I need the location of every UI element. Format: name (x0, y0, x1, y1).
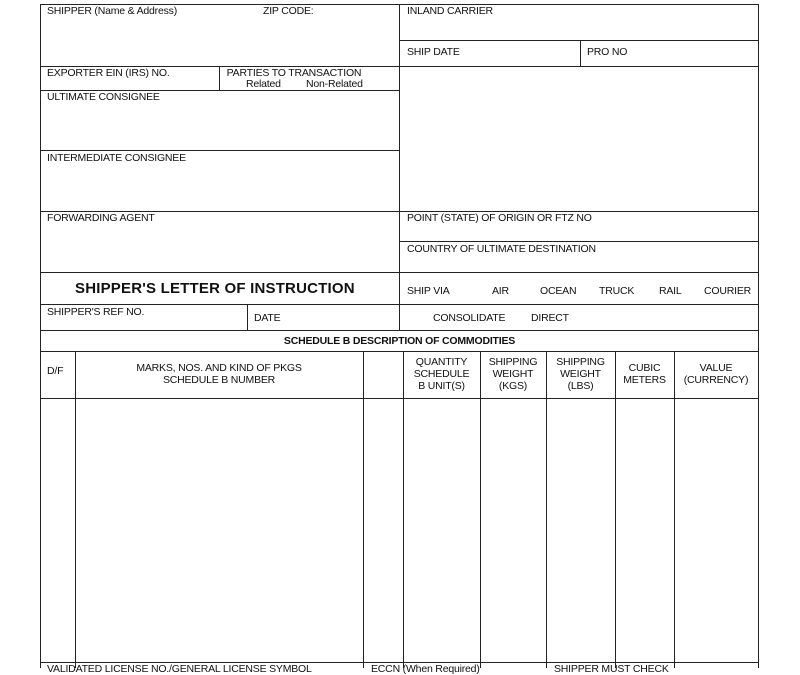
commodity-entry-area[interactable] (41, 399, 758, 661)
validated-license-label: VALIDATED LICENSE NO./GENERAL LICENSE SYMBOL (47, 663, 312, 675)
shipper-label: SHIPPER (Name & Address) (47, 5, 177, 17)
col-qty-header-line3: B UNIT(S) (418, 380, 465, 392)
eccn-label: ECCN (When Required) (371, 663, 480, 675)
col-kgs-header-line3: (KGS) (498, 380, 528, 392)
col-kgs-header-line2: WEIGHT (492, 368, 534, 380)
pro-no-label: PRO NO (587, 46, 628, 58)
ultimate-consignee-label: ULTIMATE CONSIGNEE (47, 91, 160, 103)
parties-to-transaction-label: PARTIES TO TRANSACTION (226, 67, 362, 79)
line-intermediate-top (40, 150, 400, 151)
form-title: SHIPPER'S LETTER OF INSTRUCTION (75, 280, 355, 297)
col-lbs-header-line3: (LBS) (567, 380, 594, 392)
consolidate-option[interactable]: CONSOLIDATE (433, 312, 506, 324)
col-lbs-header-line1: SHIPPING (556, 356, 605, 368)
intermediate-consignee-label: INTERMEDIATE CONSIGNEE (47, 152, 186, 164)
col-qty-header-line2: SCHEDULE (413, 368, 470, 380)
line-ref-bottom (40, 330, 759, 331)
line-destination-top (399, 241, 759, 242)
line-title-bottom (40, 304, 759, 305)
ship-via-truck[interactable]: TRUCK (599, 285, 635, 297)
exporter-ein-label: EXPORTER EIN (IRS) NO. (47, 67, 170, 79)
col-kgs-header-line1: SHIPPING (488, 356, 538, 368)
col-cubic-header-line1: CUBIC (628, 362, 661, 374)
col-df-header: D/F (47, 365, 64, 377)
point-of-origin-label: POINT (STATE) OF ORIGIN OR FTZ NO (407, 212, 592, 224)
col-value-header-line2: (CURRENCY) (683, 374, 749, 386)
divider-date (247, 304, 248, 331)
shipper-must-check-label: SHIPPER MUST CHECK (554, 663, 669, 675)
direct-option[interactable]: DIRECT (531, 312, 569, 324)
zip-code-label: ZIP CODE: (263, 5, 314, 17)
non-related-option[interactable]: Non-Related (306, 78, 363, 90)
ship-via-air[interactable]: AIR (492, 285, 509, 297)
line-title-top (40, 272, 759, 273)
col-lbs-header-line2: WEIGHT (560, 368, 601, 380)
forwarding-agent-label: FORWARDING AGENT (47, 212, 155, 224)
col-value-header-line1: VALUE (699, 362, 733, 374)
col-marks-header-line1: MARKS, NOS. AND KIND OF PKGS (136, 362, 302, 374)
date-label: DATE (254, 312, 281, 324)
related-option[interactable]: Related (246, 78, 281, 90)
line-ship-date-top (399, 40, 759, 41)
ship-via-label: SHIP VIA (407, 285, 450, 297)
divider-pro-no (580, 40, 581, 67)
line-schedule-bottom (40, 351, 759, 352)
shippers-ref-label: SHIPPER'S REF NO. (47, 306, 145, 318)
col-qty-header-line1: QUANTITY (415, 356, 468, 368)
divider-middle (399, 4, 400, 331)
col-cubic-header-line2: METERS (623, 374, 666, 386)
ship-via-courier[interactable]: COURIER (704, 285, 752, 297)
ship-date-label: SHIP DATE (407, 46, 460, 58)
inland-carrier-label: INLAND CARRIER (407, 5, 493, 17)
ship-via-rail[interactable]: RAIL (659, 285, 682, 297)
line-ship-date-bottom (399, 66, 759, 67)
schedule-b-heading: SCHEDULE B DESCRIPTION OF COMMODITIES (283, 335, 516, 347)
country-of-destination-label: COUNTRY OF ULTIMATE DESTINATION (407, 243, 596, 255)
ship-via-ocean[interactable]: OCEAN (540, 285, 577, 297)
col-marks-header-line2: SCHEDULE B NUMBER (162, 374, 276, 386)
